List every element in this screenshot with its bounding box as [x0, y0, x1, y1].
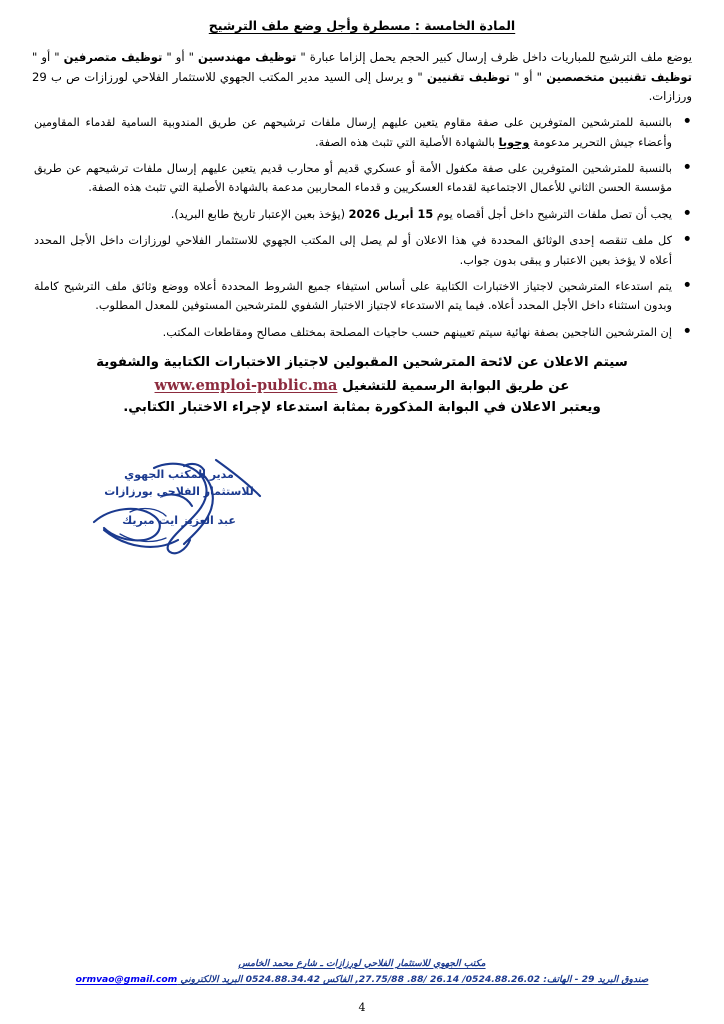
bullet-text-3a: يجب أن تصل ملفات الترشيح داخل أجل أقصاه يوم: [433, 207, 672, 221]
announcement-line-2-text: عن طريق البوابة الرسمية للتشغيل: [337, 378, 570, 394]
announcement-line-2: [40, 374, 684, 398]
bullet-text-3b: (يؤخذ بعين الإعتبار تاريخ طابع البريد).: [170, 207, 349, 221]
bullet-emphasis-1: وجوبا: [498, 135, 530, 149]
footer-fax: 0524.88.34.42: [245, 973, 320, 985]
announcement-line-1: سيتم الاعلان عن لائحة المترشحين المقبولين لاجتياز الاختبارات الكتابية والشفوية: [96, 355, 628, 370]
emploi-public-link[interactable]: www.emploi-public.ma: [154, 376, 338, 394]
intro-paragraph: [26, 48, 698, 107]
signature-text: [34, 452, 324, 572]
signature-line-2: للاستثمار الفلاحي بورزازات: [104, 485, 254, 499]
intro-bold-1: توظيف مهندسين: [198, 50, 297, 64]
footer: [60, 956, 664, 988]
footer-fax-label: الفاكس: [319, 973, 356, 985]
intro-seg-5: " و يرسل إلى السيد مدير المكتب الجهوي للاستثمار الفلاحي لورزازات ص ب 29 ورزازات.: [32, 69, 692, 104]
deadline-date: 15 أبريل 2026: [348, 207, 434, 221]
footer-po-box-label: صندوق البريد 29 - الهاتف:: [540, 973, 649, 985]
intro-seg-4: " أو ": [509, 69, 547, 84]
announcement-block: [40, 352, 684, 419]
footer-contact: [60, 972, 664, 988]
bullet-text-5: يتم استدعاء المترشحين لاجتياز الاختبارات الكتابية على أساس استيفاء جميع الشروط المحددة أعلاه ووضع وثائق ملف الترشيح كاملة وبدون استثناء داخل الأجل المحدد أعلاه. فيما يتم الاستدعاء لاجتياز الاختبار الشفوي للمترشحين المستوفين للمعدل المطلوب.: [34, 280, 672, 313]
bullet-text-1a: بالنسبة للمترشحين المتوفرين على صفة مقاوم يتعين عليهم إرسال ملفات ترشيحهم عن طريق المندوبية السامية لقدماء المقاومين وأعضاء جيش التحرير مدعومة: [34, 116, 672, 149]
list-item: [26, 231, 698, 270]
intro-bold-3: توظيف تقنيين متخصصين: [546, 69, 693, 84]
intro-bold-2: توظيف متصرفين: [63, 50, 163, 64]
footer-address: مكتب الجهوي للاستثمار الفلاحي لورزازات ـ شارع محمد الخامس: [238, 957, 486, 969]
footer-email-label: البريد الالكتروني: [177, 973, 246, 985]
page-number: 4: [358, 1001, 366, 1014]
list-item: [26, 277, 698, 316]
signature-stamp: [34, 452, 324, 572]
bullet-text-4: كل ملف تنقصه إحدى الوثائق المحددة في هذا الاعلان أو لم يصل إلى المكتب الجهوي للاستثمار الفلاحي لورزازات داخل الأجل المحدد أعلاه لا يؤخذ بعين الاعتبار و يبقى بدون جواب.: [34, 234, 672, 267]
title-prefix: المادة الخامسة :: [410, 18, 516, 33]
footer-phone: 0524.88.26.02/ 26.14 /88. 27.75/88,: [355, 973, 541, 985]
bullet-text-2: بالنسبة للمترشحين المتوفرين على صفة مكفول الأمة أو عسكري قديم أو محارب قديم يتعين عليهم إرسال ملفات ترشيحهم عن طريق مؤسسة الحسن الثاني للأعمال الاجتماعية لقدماء العسكريين و قدماء المحاربين مدعمة بالشهادة الأصلية التي تثبث هذه الصفة.: [34, 161, 672, 195]
signature-line-1: مدير المكتب الجهوي: [124, 468, 234, 481]
conditions-list: [26, 113, 698, 342]
intro-seg-2: " أو ": [162, 50, 199, 64]
list-item: [26, 113, 698, 152]
list-item: [26, 205, 698, 224]
bullet-text-1b: بالشهادة الأصلية التي تثبث هذه الصفة.: [315, 135, 499, 149]
page-title: [24, 18, 700, 33]
title-text: مسطرة وأجل وضع ملف الترشيح: [208, 18, 411, 33]
bullet-text-6: إن المترشحين الناجحين بصفة نهائية سيتم تعيينهم حسب حاجيات المصلحة بمختلف مصالح ومقاطعات المكتب.: [162, 325, 672, 339]
intro-bold-4: توظيف تقنيين: [426, 69, 510, 84]
list-item: [26, 159, 698, 198]
footer-email-link[interactable]: ormvao@gmail.com: [75, 973, 178, 985]
announcement-line-3: ويعتبر الاعلان في البوابة المذكورة بمثابة استدعاء لإجراء الاختبار الكتابي.: [123, 400, 601, 416]
intro-seg-3: " أو ": [32, 50, 64, 64]
document-body: [26, 48, 698, 349]
intro-seg-1: يوضع ملف الترشيح للمباريات داخل ظرف إرسال كبير الحجم يحمل إلزاما عبارة ": [296, 50, 692, 64]
list-item: [26, 323, 698, 342]
signature-line-3: عبد العزيز ايت مبريك: [122, 514, 236, 528]
